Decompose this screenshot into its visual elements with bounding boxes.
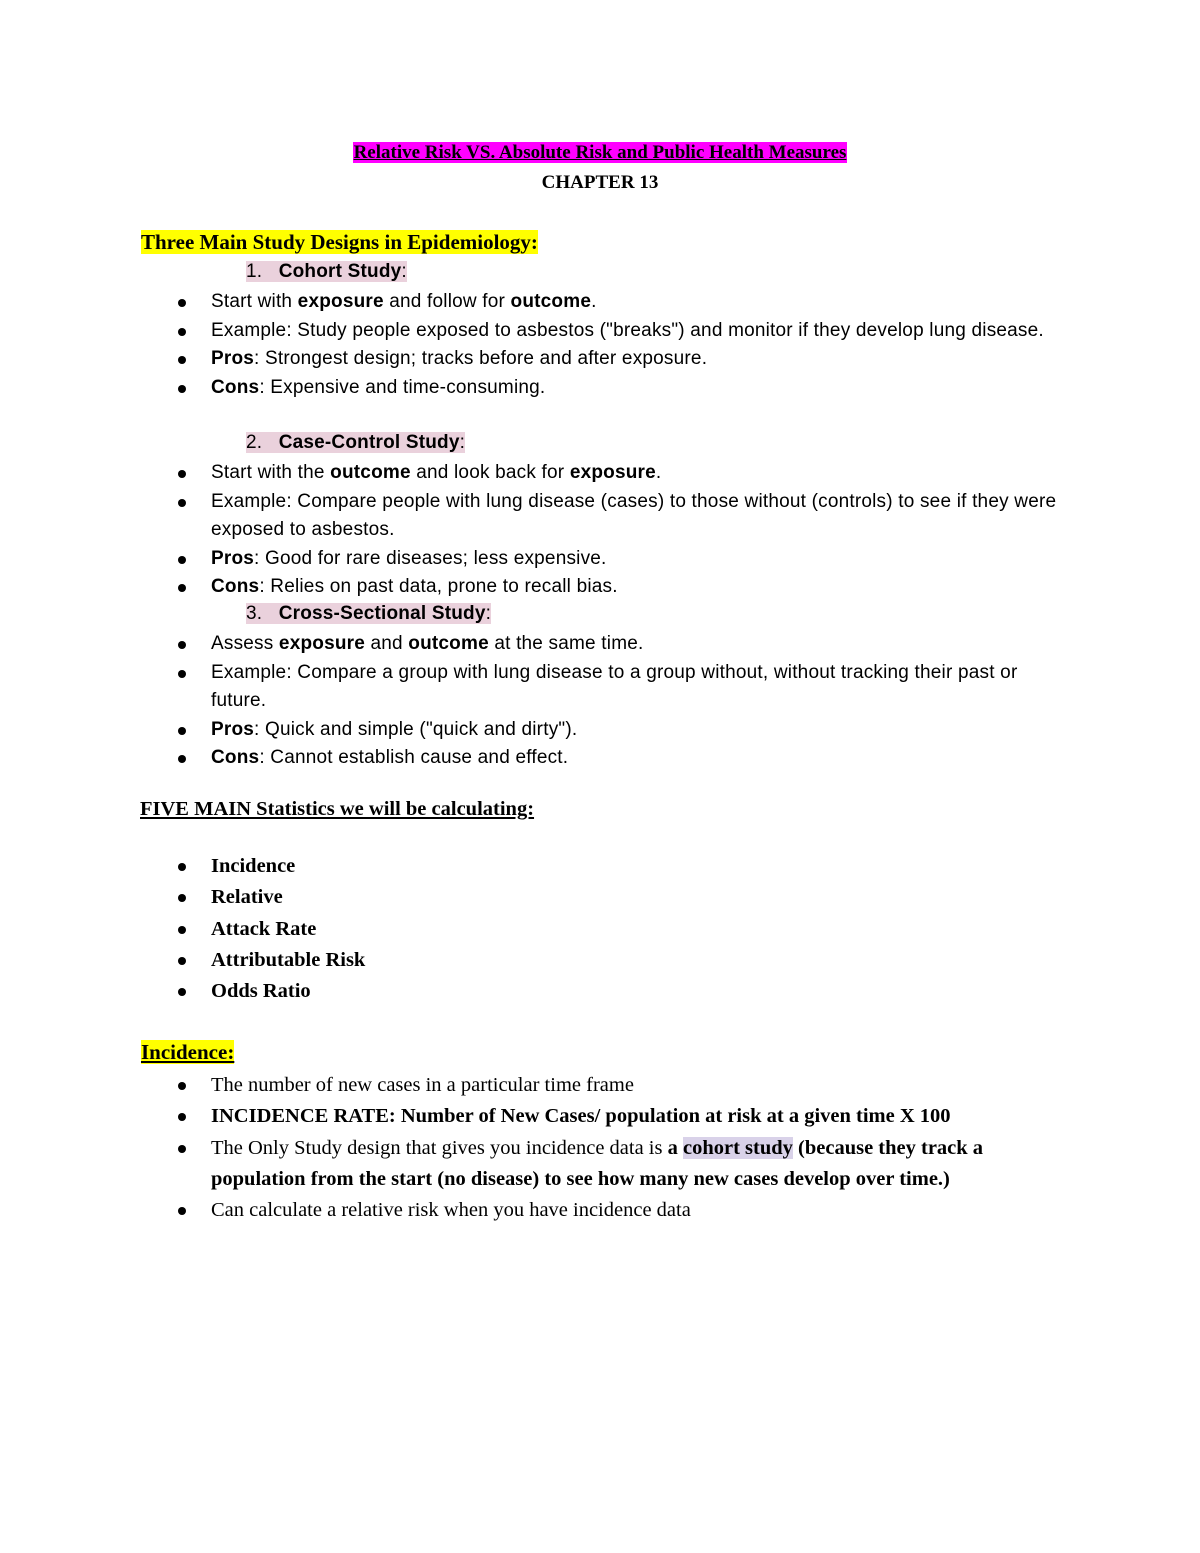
- statistics-list: [0, 851, 1071, 1007]
- list-item: Relative: [0, 882, 1071, 913]
- study-designs-heading: Three Main Study Designs in Epidemiology:: [141, 230, 538, 254]
- bullet-icon: [178, 356, 186, 364]
- bullet-icon: [178, 894, 186, 902]
- list-item: Pros: Quick and simple ("quick and dirty").: [0, 716, 1071, 745]
- list-item: Start with the outcome and look back for exposure.: [0, 459, 1071, 488]
- list-item: Start with exposure and follow for outcome.: [0, 288, 1071, 317]
- bullet-icon: [178, 863, 186, 871]
- list-item: Attack Rate: [0, 914, 1071, 945]
- list-item: Incidence: [0, 851, 1071, 882]
- case-control-bullets: [0, 459, 1071, 602]
- case-control-study-heading: 2. Case-Control Study:: [246, 432, 466, 453]
- list-item: Attributable Risk: [0, 945, 1071, 976]
- cross-sectional-bullets: [0, 630, 1071, 773]
- bullet-icon: [178, 1082, 186, 1090]
- incidence-list: [0, 1070, 1071, 1226]
- bullet-icon: [178, 584, 186, 592]
- list-item: Cons: Relies on past data, prone to recall bias.: [0, 573, 1071, 602]
- cohort-study-highlight: cohort study: [682, 1136, 793, 1159]
- list-item: Example: Study people exposed to asbestos ("breaks") and monitor if they develop lung disease.: [0, 317, 1071, 346]
- bullet-icon: [178, 727, 186, 735]
- bullet-icon: [178, 1113, 186, 1121]
- list-item: Example: Compare a group with lung disease to a group without, without tracking their past or future.: [0, 659, 1071, 716]
- list-item: The Only Study design that gives you incidence data is a cohort study (because they track a population from the start (no disease) to see how many new cases develop over time.): [0, 1133, 1071, 1196]
- bullet-icon: [178, 328, 186, 336]
- list-item: INCIDENCE RATE: Number of New Cases/ population at risk at a given time X 100: [0, 1101, 1071, 1132]
- bullet-icon: [178, 926, 186, 934]
- document-title: Relative Risk VS. Absolute Risk and Public Health Measures: [353, 142, 847, 163]
- bullet-icon: [178, 556, 186, 564]
- bullet-icon: [178, 385, 186, 393]
- bullet-icon: [178, 988, 186, 996]
- list-item: Can calculate a relative risk when you have incidence data: [0, 1195, 1071, 1226]
- bullet-icon: [178, 470, 186, 478]
- cohort-bullets: [0, 288, 1071, 402]
- list-item: Pros: Good for rare diseases; less expensive.: [0, 545, 1071, 574]
- list-item: Assess exposure and outcome at the same time.: [0, 630, 1071, 659]
- bullet-icon: [178, 957, 186, 965]
- statistics-heading: FIVE MAIN Statistics we will be calculating:: [140, 798, 535, 820]
- bullet-icon: [178, 1145, 186, 1153]
- list-item: Cons: Expensive and time-consuming.: [0, 374, 1071, 403]
- cohort-study-heading: 1. Cohort Study:: [246, 261, 407, 282]
- bullet-icon: [178, 499, 186, 507]
- bullet-icon: [178, 755, 186, 763]
- bullet-icon: [178, 299, 186, 307]
- bullet-icon: [178, 641, 186, 649]
- incidence-heading: Incidence:: [141, 1040, 235, 1064]
- list-item: Pros: Strongest design; tracks before and after exposure.: [0, 345, 1071, 374]
- title-wrap: [0, 142, 1200, 164]
- list-item: The number of new cases in a particular time frame: [0, 1070, 1071, 1101]
- list-item: Example: Compare people with lung disease (cases) to those without (controls) to see if they were exposed to asbestos.: [0, 488, 1071, 545]
- cross-sectional-study-heading: 3. Cross-Sectional Study:: [246, 603, 492, 624]
- list-item: Odds Ratio: [0, 976, 1071, 1007]
- bullet-icon: [178, 670, 186, 678]
- bullet-icon: [178, 1207, 186, 1215]
- chapter-label: CHAPTER 13: [541, 172, 659, 193]
- list-item: Cons: Cannot establish cause and effect.: [0, 744, 1071, 773]
